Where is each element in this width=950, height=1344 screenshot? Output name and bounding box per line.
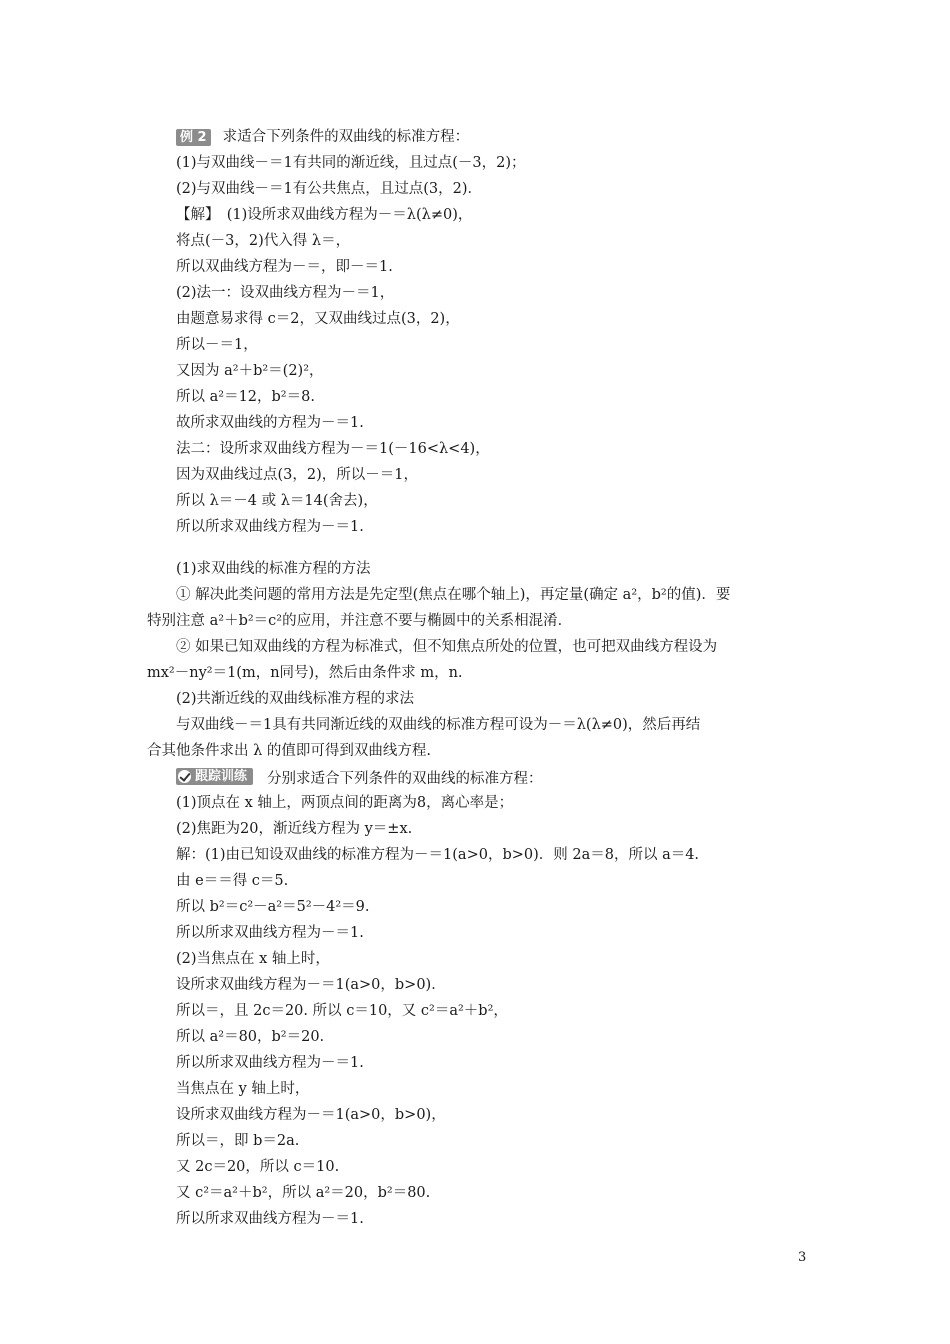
training-line: 又 c²＝a²＋b²，所以 a²＝20，b²＝80. — [176, 1185, 431, 1201]
example-line: 所以 λ＝－4 或 λ＝14(舍去)， — [176, 493, 378, 509]
example-line: 所以所求双曲线方程为－＝1. — [176, 519, 364, 535]
training-line: (2)当焦点在 x 轴上时， — [176, 951, 330, 967]
example-title: 求适合下列条件的双曲线的标准方程： — [222, 129, 470, 145]
example-line: (2)与双曲线－＝1有公共焦点，且过点(3，2)． — [176, 181, 483, 197]
method-heading: (2)共渐近线的双曲线标准方程的求法 — [176, 691, 415, 707]
training-line: 又 2c＝20，所以 c＝10. — [176, 1159, 340, 1175]
example-line: 将点(－3，2)代入得 λ＝， — [176, 233, 351, 249]
method-line: 特别注意 a²＋b²＝c²的应用，并注意不要与椭圆中的关系相混淆． — [147, 613, 573, 629]
training-line: 所以＝，且 2c＝20. 所以 c＝10，又 c²＝a²＋b²， — [176, 1003, 508, 1019]
example-line: 所以 a²＝12，b²＝8. — [176, 389, 315, 405]
method-line: ① 解决此类问题的常用方法是先定型(焦点在哪个轴上)，再定量(确定 a²，b²的值)．要 — [176, 587, 731, 603]
training-line: 所以所求双曲线方程为－＝1. — [176, 1211, 364, 1227]
example-line: 又因为 a²＋b²＝(2)²， — [176, 363, 324, 379]
method-line: ② 如果已知双曲线的方程为标准式，但不知焦点所处的位置，也可把双曲线方程设为 — [176, 639, 718, 655]
example-line: 所以双曲线方程为－＝，即－＝1. — [176, 259, 393, 275]
training-line: 设所求双曲线方程为－＝1(a>0，b>0)． — [176, 977, 446, 993]
method-line: 与双曲线－＝1具有共同渐近线的双曲线的标准方程可设为－＝λ(λ≠0)，然后再结 — [176, 717, 701, 733]
training-badge-label: 跟踪训练 — [195, 769, 248, 784]
training-line: 所以 a²＝80，b²＝20. — [176, 1029, 325, 1045]
solution-heading: 【解】 (1)设所求双曲线方程为－＝λ(λ≠0)， — [176, 207, 473, 223]
training-line: 所以 b²＝c²－a²＝5²－4²＝9. — [176, 899, 370, 915]
training-line: (1)顶点在 x 轴上，两顶点间的距离为8，离心率是； — [176, 795, 514, 811]
training-line: 所以＝，即 b＝2a. — [176, 1133, 300, 1149]
method-line: 合其他条件求出 λ 的值即可得到双曲线方程. — [147, 743, 432, 759]
page-number: 3 — [798, 1250, 807, 1265]
example-line: 法二：设所求双曲线方程为－＝1(－16<λ<4)， — [176, 441, 490, 457]
example-line: (2)法一：设双曲线方程为－＝1， — [176, 285, 395, 301]
training-line: 所以所求双曲线方程为－＝1. — [176, 925, 364, 941]
example-line: (1)与双曲线－＝1有共同的渐近线，且过点(－3，2)； — [176, 155, 526, 171]
training-badge — [176, 768, 253, 785]
check-icon — [178, 770, 191, 783]
training-line: 由 e＝＝得 c＝5. — [176, 873, 289, 889]
example-line: 故所求双曲线的方程为－＝1. — [176, 415, 364, 431]
training-line: (2)焦距为20，渐近线方程为 y＝±x. — [176, 821, 413, 837]
method-heading: (1)求双曲线的标准方程的方法 — [176, 561, 371, 577]
training-title: 分别求适合下列条件的双曲线的标准方程： — [267, 771, 543, 787]
training-line: 设所求双曲线方程为－＝1(a>0，b>0)， — [176, 1107, 446, 1123]
training-title-line — [176, 768, 543, 788]
method-line: mx²－ny²＝1(m，n同号)，然后由条件求 m，n. — [147, 665, 463, 681]
example-line: 因为双曲线过点(3，2)，所以－＝1， — [176, 467, 418, 483]
training-line: 当焦点在 y 轴上时， — [176, 1081, 310, 1097]
example-badge: 例 2 — [176, 129, 211, 146]
training-line: 所以所求双曲线方程为－＝1. — [176, 1055, 364, 1071]
example-line: 由题意易求得 c＝2，又双曲线过点(3，2)， — [176, 311, 460, 327]
example-title-line — [176, 128, 469, 146]
example-line: 所以－＝1， — [176, 337, 258, 353]
training-line: 解：(1)由已知设双曲线的标准方程为－＝1(a>0，b>0)．则 2a＝8，所以 a＝4. — [176, 847, 700, 863]
